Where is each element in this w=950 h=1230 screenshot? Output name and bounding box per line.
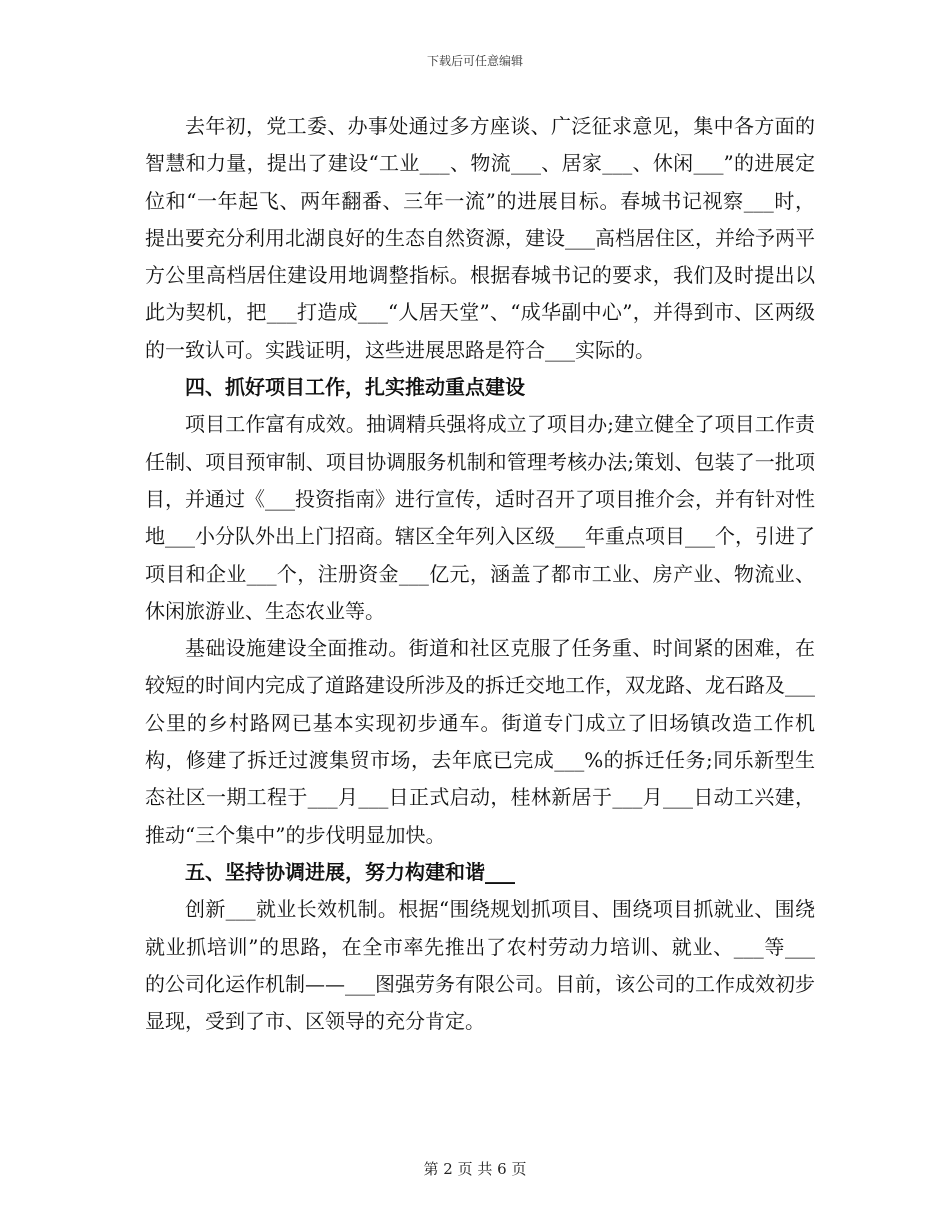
paragraph-project-work: 项目工作富有成效。抽调精兵强将成立了项目办;建立健全了项目工作责任制、项目预审制、项目协调服务机制和管理考核办法;策划、包装了一批项目，并通过《___投资指南》进行宣传，适时召开了项目推介会，并有针对性地___小分队外出上门招商。辖区全年列入区级___年重点项目___个，引进了项目和企业___个，注册资金___亿元，涵盖了都市工业、房产业、物流业、休闲旅游业、生态农业等。 — [145, 412, 815, 623]
paragraph-development-positioning: 去年初，党工委、办事处通过多方座谈、广泛征求意见，集中各方面的智慧和力量，提出了建设“工业___、物流___、居家___、休闲___”的进展定位和“一年起飞、两年翻番、三年一流”的进展目标。春城书记视察___时，提出要充分利用北湖良好的生态自然资源，建设___高档居住区，并给予两平方公里高档居住建设用地调整指标。根据春城书记的要求，我们及时提出以此为契机，把___打造成___“人居天堂”、“成华副中心”，并得到市、区两级的一致认可。实践证明，这些进展思路是符合___实际的。 — [145, 114, 815, 362]
page-footer: 第 2 页 共 6 页 — [423, 1160, 527, 1178]
section-heading-4: 四、抓好项目工作，扎实推动重点建设 — [185, 375, 525, 400]
section-heading-5: 五、坚持协调进展，努力构建和谐___ — [185, 859, 515, 884]
document-body — [145, 108, 815, 1040]
paragraph-employment: 创新___就业长效机制。根据“围绕规划抓项目、围绕项目抓就业、围绕就业抓培训”的思路，在全市率先推出了农村劳动力培训、就业、___等___的公司化运作机制——___图强劳务有限公司。目前，该公司的工作成效初步显现，受到了市、区领导的充分肯定。 — [145, 897, 815, 1034]
paragraph-infrastructure: 基础设施建设全面推动。街道和社区克服了任务重、时间紧的困难，在较短的时间内完成了道路建设所涉及的拆迁交地工作，双龙路、龙石路及___公里的乡村路网已基本实现初步通车。街道专门成立了旧场镇改造工作机构，修建了拆迁过渡集贸市场，去年底已完成___%的拆迁任务;同乐新型生态社区一期工程于___月___日正式启动，桂林新居于___月___日动工兴建，推动“三个集中”的步伐明显加快。 — [145, 636, 815, 847]
page-header: 下载后可任意编辑 — [426, 54, 523, 68]
